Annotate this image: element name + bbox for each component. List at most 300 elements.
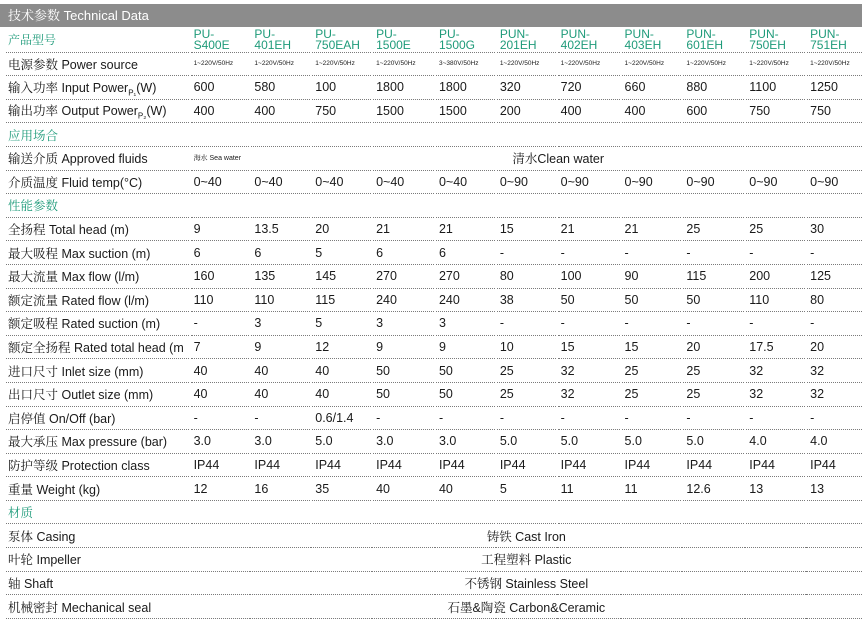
model-name-part: 402EH <box>560 38 598 52</box>
material-value: 石墨&陶瓷 Carbon&Ceramic <box>190 595 862 619</box>
cell-value: 4.0 <box>745 430 806 454</box>
section-filler <box>806 123 862 147</box>
cell-value: 4.0 <box>806 430 862 454</box>
cell-value: 9 <box>372 335 435 359</box>
cell-value: - <box>682 241 745 265</box>
power-unit: (W) <box>136 80 157 95</box>
row-label: 输送介质 Approved fluids <box>6 146 190 170</box>
model-name <box>806 28 862 52</box>
fluid-temp-row <box>6 170 862 194</box>
cell-value: 9 <box>250 335 311 359</box>
cell-value: 1500 <box>372 99 435 123</box>
cell-value: 25 <box>496 382 557 406</box>
cell-value: - <box>496 241 557 265</box>
cell-value: 5 <box>496 477 557 501</box>
cell-value: - <box>190 406 251 430</box>
cell-value: 12 <box>190 477 251 501</box>
section-filler <box>311 123 372 147</box>
cell-value: 5 <box>311 312 372 336</box>
power-subscript: P₁ <box>128 88 137 98</box>
cell-value: IP44 <box>682 453 745 477</box>
cell-value: 1100 <box>745 76 806 100</box>
cell-value: 600 <box>190 76 251 100</box>
model-name-part: PUN- <box>499 28 530 41</box>
cell-value: 1~220V/50Hz <box>372 52 435 76</box>
cell-value: 5.0 <box>682 430 745 454</box>
section-application <box>6 123 862 147</box>
cell-value: - <box>806 406 862 430</box>
cell-value: 400 <box>250 99 311 123</box>
cell-value: 21 <box>557 217 621 241</box>
cell-value: 100 <box>557 264 621 288</box>
cell-value: 12.6 <box>682 477 745 501</box>
cell-value: 5.0 <box>311 430 372 454</box>
row-label: 输入功率 Input Power$_{P_1}$(W) <box>6 76 190 100</box>
cell-value: 5.0 <box>557 430 621 454</box>
section-filler <box>745 123 806 147</box>
cell-value: 25 <box>621 382 683 406</box>
cell-value: 50 <box>435 382 496 406</box>
cell-value: IP44 <box>745 453 806 477</box>
cell-value: 400 <box>557 99 621 123</box>
cell-value: 35 <box>311 477 372 501</box>
section-filler <box>557 194 621 218</box>
cell-value: 50 <box>557 288 621 312</box>
model-name-part: 750EAH <box>315 38 360 52</box>
cell-value: 0~90 <box>745 170 806 194</box>
cell-value: 1~220V/50Hz <box>250 52 311 76</box>
cell-value: 1~220V/50Hz <box>557 52 621 76</box>
perf-row <box>6 477 862 501</box>
cell-value: 115 <box>311 288 372 312</box>
row-label: 全扬程 Total head (m) <box>6 217 190 241</box>
cell-value: 0~40 <box>372 170 435 194</box>
cell-value: 1~220V/50Hz <box>745 52 806 76</box>
cell-value: 20 <box>682 335 745 359</box>
cell-value: 1~220V/50Hz <box>496 52 557 76</box>
section-filler <box>372 123 435 147</box>
section-filler <box>621 123 683 147</box>
cell-value: 3 <box>372 312 435 336</box>
cell-value: 0~90 <box>682 170 745 194</box>
cell-value: 750 <box>745 99 806 123</box>
cell-value: 13 <box>806 477 862 501</box>
model-name-part: PUN- <box>686 28 716 41</box>
model-name-part: 1500G <box>438 38 475 52</box>
section-filler <box>435 500 496 524</box>
power-source-row <box>6 52 862 76</box>
cell-value: 1~220V/50Hz <box>682 52 745 76</box>
cell-value: 1250 <box>806 76 862 100</box>
cell-value: 50 <box>621 288 683 312</box>
power-subscript: P₂ <box>137 111 147 121</box>
section-filler <box>496 194 557 218</box>
cell-value: 0.6/1.4 <box>311 406 372 430</box>
row-label: 机械密封 Mechanical seal <box>6 595 190 619</box>
cell-value: 40 <box>190 359 251 383</box>
cell-value: 25 <box>496 359 557 383</box>
cell-value: 25 <box>682 382 745 406</box>
row-label: 额定流量 Rated flow (l/m) <box>6 288 190 312</box>
model-name-part: 403EH <box>624 38 662 52</box>
cell-value: - <box>682 406 745 430</box>
cell-value: 1800 <box>435 76 496 100</box>
cell-value: 0~90 <box>621 170 683 194</box>
cell-value: - <box>557 312 621 336</box>
cell-value: 160 <box>190 264 251 288</box>
material-row <box>6 548 862 572</box>
cell-value: 40 <box>311 382 372 406</box>
cell-value: 270 <box>372 264 435 288</box>
cell-value: 1~220V/50Hz <box>621 52 683 76</box>
model-name <box>496 28 557 52</box>
cell-value: 21 <box>621 217 683 241</box>
cell-value: 11 <box>621 477 683 501</box>
cell-value: 1~220V/50Hz <box>311 52 372 76</box>
cell-value: 40 <box>372 477 435 501</box>
cell-value: 0~90 <box>496 170 557 194</box>
section-filler <box>190 500 251 524</box>
cell-value: - <box>745 241 806 265</box>
section-filler <box>806 194 862 218</box>
row-label: 电源参数 Power source <box>6 52 190 76</box>
perf-row <box>6 288 862 312</box>
cell-value: 0~90 <box>806 170 862 194</box>
row-label: 泵体 Casing <box>6 524 190 548</box>
cell-value: 25 <box>621 359 683 383</box>
section-filler <box>806 500 862 524</box>
cell-value: IP44 <box>496 453 557 477</box>
cell-value: 750 <box>311 99 372 123</box>
row-label: 最大流量 Max flow (l/m) <box>6 264 190 288</box>
model-name-part: PUN- <box>560 28 590 41</box>
model-name <box>682 28 745 52</box>
cell-value: - <box>496 406 557 430</box>
material-row <box>6 524 862 548</box>
row-label: 启停值 On/Off (bar) <box>6 406 190 430</box>
cell-value: 80 <box>806 288 862 312</box>
cell-value: - <box>190 312 251 336</box>
cell-value: - <box>435 406 496 430</box>
cell-value: 15 <box>557 335 621 359</box>
cell-value: - <box>250 406 311 430</box>
cell-value: 110 <box>250 288 311 312</box>
cell-value: 6 <box>435 241 496 265</box>
cell-value: - <box>372 406 435 430</box>
cell-value: 200 <box>496 99 557 123</box>
model-name-part: S400E <box>193 38 230 52</box>
model-name-part: PU- <box>376 28 397 41</box>
cell-value: 15 <box>496 217 557 241</box>
cell-value: 400 <box>621 99 683 123</box>
cell-value: 32 <box>557 382 621 406</box>
cell-value: 580 <box>250 76 311 100</box>
material-value: 不锈钢 Stainless Steel <box>190 571 862 595</box>
model-name <box>372 28 435 52</box>
model-name <box>311 28 372 52</box>
model-name <box>621 28 683 52</box>
model-name-part: PU- <box>254 28 276 41</box>
cell-value: IP44 <box>435 453 496 477</box>
cell-value: - <box>621 406 683 430</box>
model-name-part: 751EH <box>810 38 847 52</box>
section-filler <box>621 500 683 524</box>
cell-value: 25 <box>682 217 745 241</box>
cell-value: 17.5 <box>745 335 806 359</box>
perf-row <box>6 359 862 383</box>
cell-value: 40 <box>311 359 372 383</box>
section-filler <box>435 194 496 218</box>
row-label: 轴 Shaft <box>6 571 190 595</box>
section-filler <box>250 123 311 147</box>
power-unit: (W) <box>146 104 167 119</box>
cell-value: 20 <box>311 217 372 241</box>
cell-value: - <box>496 312 557 336</box>
input-power-row <box>6 76 862 100</box>
cell-value: 3.0 <box>435 430 496 454</box>
cell-value: 135 <box>250 264 311 288</box>
cell-value: 30 <box>806 217 862 241</box>
row-label: 叶轮 Impeller <box>6 548 190 572</box>
section-filler <box>190 123 251 147</box>
model-name-part: 401EH <box>254 38 292 52</box>
cell-value: 21 <box>435 217 496 241</box>
model-name-part: 201EH <box>499 38 537 52</box>
section-title: 性能参数 <box>6 194 190 218</box>
cell-value: 200 <box>745 264 806 288</box>
row-label: 防护等级 Protection class <box>6 453 190 477</box>
model-name <box>557 28 621 52</box>
cell-value: - <box>682 312 745 336</box>
model-name <box>435 28 496 52</box>
cell-value: 32 <box>745 382 806 406</box>
cell-value: 3.0 <box>372 430 435 454</box>
section-filler <box>496 123 557 147</box>
cell-value: 90 <box>621 264 683 288</box>
cell-value: - <box>621 241 683 265</box>
row-label: 最大吸程 Max suction (m) <box>6 241 190 265</box>
section-filler <box>250 194 311 218</box>
model-name-part: PUN- <box>624 28 654 41</box>
model-name <box>250 28 311 52</box>
section-filler <box>372 500 435 524</box>
model-name <box>190 28 251 52</box>
cell-value: 32 <box>806 382 862 406</box>
model-name-part: 750EH <box>749 38 786 52</box>
cell-value: 145 <box>311 264 372 288</box>
cell-value: 32 <box>806 359 862 383</box>
cell-value: 5.0 <box>496 430 557 454</box>
perf-row <box>6 241 862 265</box>
section-title: 应用场合 <box>6 123 190 147</box>
cell-value: 12 <box>311 335 372 359</box>
section-filler <box>557 500 621 524</box>
cell-value: 880 <box>682 76 745 100</box>
cell-value: 3.0 <box>250 430 311 454</box>
cell-value: 720 <box>557 76 621 100</box>
section-filler <box>190 194 251 218</box>
material-value: 铸铁 Cast Iron <box>190 524 862 548</box>
section-filler <box>311 500 372 524</box>
cell-value: 600 <box>682 99 745 123</box>
cell-value: 660 <box>621 76 683 100</box>
cell-value: 32 <box>745 359 806 383</box>
row-label: 进口尺寸 Inlet size (mm) <box>6 359 190 383</box>
cell-value: 6 <box>250 241 311 265</box>
model-name-part: PUN- <box>810 28 840 41</box>
section-filler <box>621 194 683 218</box>
perf-row <box>6 406 862 430</box>
section-filler <box>682 500 745 524</box>
cell-value: 270 <box>435 264 496 288</box>
section-filler <box>311 194 372 218</box>
clean-water-value: 清水Clean water <box>250 146 862 170</box>
cell-value: 1~220V/50Hz <box>190 52 251 76</box>
cell-value: - <box>806 241 862 265</box>
cell-value: 0~90 <box>557 170 621 194</box>
material-row <box>6 571 862 595</box>
model-name-part: PU- <box>438 28 460 41</box>
cell-value: 750 <box>806 99 862 123</box>
cell-value: 3~380V/50Hz <box>435 52 496 76</box>
cell-value: 3 <box>250 312 311 336</box>
material-value: 工程塑料 Plastic <box>190 548 862 572</box>
section-filler <box>557 123 621 147</box>
cell-value: 9 <box>190 217 251 241</box>
cell-value: 320 <box>496 76 557 100</box>
perf-row <box>6 453 862 477</box>
cell-value: 3 <box>435 312 496 336</box>
cell-value: 11 <box>557 477 621 501</box>
cell-value: 80 <box>496 264 557 288</box>
cell-value: 25 <box>745 217 806 241</box>
cell-value: 50 <box>372 359 435 383</box>
model-name <box>745 28 806 52</box>
model-name-part: 1500E <box>376 38 411 52</box>
cell-value: 25 <box>682 359 745 383</box>
cell-value: 7 <box>190 335 251 359</box>
cell-value: 16 <box>250 477 311 501</box>
section-filler <box>496 500 557 524</box>
cell-value: 13 <box>745 477 806 501</box>
perf-row <box>6 217 862 241</box>
section-title: 材质 <box>6 500 190 524</box>
cell-value: 0~40 <box>250 170 311 194</box>
section-filler <box>250 500 311 524</box>
perf-row <box>6 335 862 359</box>
cell-value: 20 <box>806 335 862 359</box>
row-label: 额定吸程 Rated suction (m) <box>6 312 190 336</box>
cell-value: - <box>557 406 621 430</box>
cell-value: 50 <box>435 359 496 383</box>
cell-value: IP44 <box>372 453 435 477</box>
cell-value: IP44 <box>311 453 372 477</box>
cell-value: 32 <box>557 359 621 383</box>
cell-value: - <box>806 312 862 336</box>
cell-value: IP44 <box>557 453 621 477</box>
cell-value: 0~40 <box>311 170 372 194</box>
cell-value: 9 <box>435 335 496 359</box>
cell-value: - <box>621 312 683 336</box>
cell-value: 40 <box>250 359 311 383</box>
cell-value: 1800 <box>372 76 435 100</box>
cell-value: 40 <box>435 477 496 501</box>
row-label: 出口尺寸 Outlet size (mm) <box>6 382 190 406</box>
cell-value: - <box>557 241 621 265</box>
perf-row <box>6 312 862 336</box>
cell-value: 38 <box>496 288 557 312</box>
cell-value: 240 <box>372 288 435 312</box>
cell-value: 3.0 <box>190 430 251 454</box>
section-filler <box>682 194 745 218</box>
section-filler <box>745 194 806 218</box>
cell-value: 5.0 <box>621 430 683 454</box>
cell-value: 5 <box>311 241 372 265</box>
section-performance <box>6 194 862 218</box>
model-name-part: 601EH <box>686 38 724 52</box>
cell-value: 6 <box>372 241 435 265</box>
perf-row <box>6 430 862 454</box>
fluids-row <box>6 146 862 170</box>
cell-value: 6 <box>190 241 251 265</box>
cell-value: 40 <box>250 382 311 406</box>
cell-value: IP44 <box>190 453 251 477</box>
cell-value: 240 <box>435 288 496 312</box>
cell-value: IP44 <box>250 453 311 477</box>
cell-value: 21 <box>372 217 435 241</box>
sea-water-value: 海水 Sea water <box>190 146 251 170</box>
cell-value: - <box>745 406 806 430</box>
cell-value: 1500 <box>435 99 496 123</box>
cell-value: 110 <box>190 288 251 312</box>
row-label: 重量 Weight (kg) <box>6 477 190 501</box>
model-header-row <box>6 28 862 52</box>
cell-value: 125 <box>806 264 862 288</box>
cell-value: 115 <box>682 264 745 288</box>
cell-value: 400 <box>190 99 251 123</box>
section-filler <box>372 194 435 218</box>
section-filler <box>745 500 806 524</box>
row-label: 产品型号 <box>6 28 190 52</box>
cell-value: 15 <box>621 335 683 359</box>
section-filler <box>435 123 496 147</box>
section-material <box>6 500 862 524</box>
perf-row <box>6 264 862 288</box>
cell-value: 100 <box>311 76 372 100</box>
cell-value: IP44 <box>621 453 683 477</box>
cell-value: 0~40 <box>435 170 496 194</box>
cell-value: 50 <box>682 288 745 312</box>
output-power-row <box>6 99 862 123</box>
model-name-part: PUN- <box>749 28 779 41</box>
cell-value: 1~220V/50Hz <box>806 52 862 76</box>
cell-value: 0~40 <box>190 170 251 194</box>
cell-value: 40 <box>190 382 251 406</box>
row-label: 额定全扬程 Rated total head (m <box>6 335 190 359</box>
row-label: 介质温度 Fluid temp(°C) <box>6 170 190 194</box>
cell-value: 50 <box>372 382 435 406</box>
section-filler <box>682 123 745 147</box>
cell-value: 13.5 <box>250 217 311 241</box>
row-label: 最大承压 Max pressure (bar) <box>6 430 190 454</box>
spec-table <box>6 28 862 619</box>
perf-row <box>6 382 862 406</box>
cell-value: 110 <box>745 288 806 312</box>
material-row <box>6 595 862 619</box>
sheet-title: 技术参数 Technical Data <box>0 4 862 27</box>
cell-value: - <box>745 312 806 336</box>
model-name-part: PU- <box>193 28 215 41</box>
